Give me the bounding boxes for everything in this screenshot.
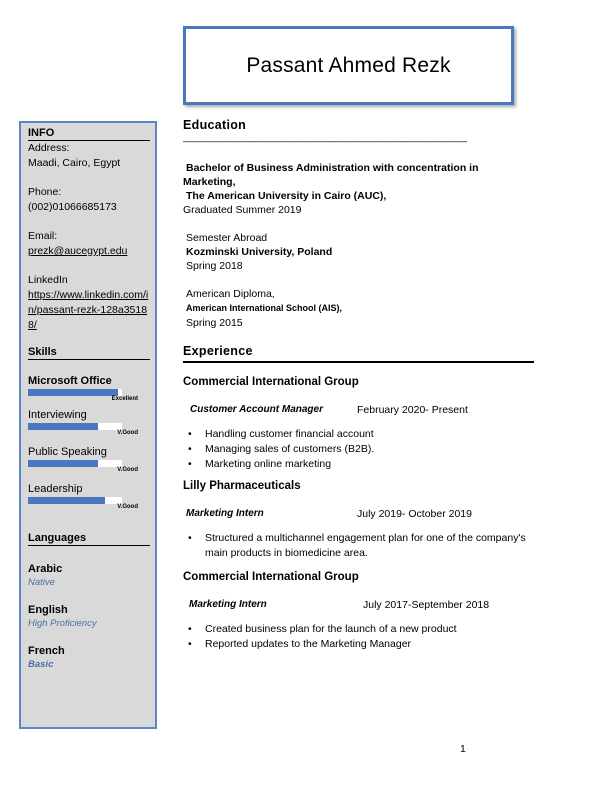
skill-item — [28, 408, 149, 438]
skill-bar — [28, 388, 144, 404]
skill-bar-fill — [28, 497, 105, 504]
language-level: High Proficiency — [28, 618, 97, 629]
name-header-box — [183, 26, 514, 105]
company-name: Lilly Pharmaceuticals — [183, 480, 301, 492]
full-name: Passant Ahmed Rezk — [246, 53, 451, 77]
role-title: Marketing Intern — [189, 599, 267, 610]
degree-line2: Marketing, — [183, 176, 236, 188]
abroad-date: Spring 2018 — [186, 260, 243, 272]
company-name: Commercial International Group — [183, 571, 359, 583]
skill-bar — [28, 422, 144, 438]
skill-item — [28, 482, 149, 512]
phone-value: (002)01066685173 — [28, 201, 117, 213]
skill-bar — [28, 496, 144, 512]
languages-heading: Languages — [28, 532, 150, 546]
main-content — [183, 118, 533, 652]
experience-heading: Experience — [183, 344, 253, 358]
role-title: Marketing Intern — [186, 508, 264, 519]
role-dates: July 2019- October 2019 — [357, 508, 472, 520]
job-bullets — [183, 622, 533, 652]
job-bullets — [183, 531, 533, 561]
list-item: • Structured a multichannel engagement plan for one of the company's main products in biomedicine area. — [183, 531, 533, 561]
skill-item — [28, 374, 149, 404]
info-heading: INFO — [28, 127, 150, 141]
skill-bar — [28, 459, 144, 475]
language-level: Native — [28, 577, 55, 588]
list-item: • Marketing online marketing — [183, 457, 533, 472]
phone-label: Phone: — [28, 186, 62, 198]
skill-name: Leadership — [28, 483, 83, 495]
education-heading: Education — [183, 118, 247, 132]
address-value: Maadi, Cairo, Egypt — [28, 157, 121, 169]
email-label: Email: — [28, 230, 58, 242]
role-dates: July 2017-September 2018 — [363, 599, 490, 611]
skill-name: Public Speaking — [28, 446, 107, 458]
skill-name: Microsoft Office — [28, 375, 112, 387]
diploma-label: American Diploma, — [186, 288, 275, 300]
skill-level: V.Good — [117, 430, 138, 436]
linkedin-link[interactable]: https://www.linkedin.com/in/passant-rezk-128a35188/ — [28, 289, 149, 331]
company-name: Commercial International Group — [183, 376, 359, 388]
sidebar — [19, 121, 157, 729]
language-name: English — [28, 604, 68, 616]
diploma-school: American International School (AIS), — [186, 303, 343, 313]
skill-bar-fill — [28, 423, 98, 430]
list-item: • Created business plan for the launch of a new product — [183, 622, 533, 637]
skill-level: Excellent — [111, 396, 138, 402]
skill-bar-fill — [28, 389, 118, 396]
skill-level: V.Good — [117, 467, 138, 473]
role-row — [183, 404, 533, 418]
role-row — [183, 508, 533, 522]
linkedin-label: LinkedIn — [28, 274, 68, 286]
diploma-date: Spring 2015 — [186, 317, 243, 329]
skill-name: Interviewing — [28, 409, 87, 421]
language-name: French — [28, 645, 65, 657]
language-level: Basic — [28, 659, 54, 670]
list-item: • Reported updates to the Marketing Manager — [183, 637, 533, 652]
university: The American University in Cairo (AUC), — [186, 190, 387, 202]
job-bullets — [183, 427, 533, 472]
role-row — [183, 599, 533, 613]
skills-heading: Skills — [28, 346, 150, 360]
graduated: Graduated Summer 2019 — [183, 204, 302, 216]
role-dates: February 2020- Present — [357, 404, 468, 416]
skill-bar-fill — [28, 460, 98, 467]
abroad-school: Kozminski University, Poland — [186, 246, 333, 258]
abroad-label: Semester Abroad — [186, 232, 268, 244]
email-link[interactable]: prezk@aucegypt.edu — [28, 245, 128, 257]
education-divider: ________________________________________________________ — [183, 132, 467, 143]
skill-item — [28, 445, 149, 475]
list-item: • Handling customer financial account — [183, 427, 533, 442]
language-name: Arabic — [28, 563, 63, 575]
role-title: Customer Account Manager — [190, 404, 323, 415]
list-item: • Managing sales of customers (B2B). — [183, 442, 533, 457]
degree-line1: Bachelor of Business Administration with concentration in — [186, 162, 479, 174]
address-label: Address: — [28, 142, 70, 154]
page-number: 1 — [460, 743, 466, 755]
skill-level: V.Good — [117, 504, 138, 510]
